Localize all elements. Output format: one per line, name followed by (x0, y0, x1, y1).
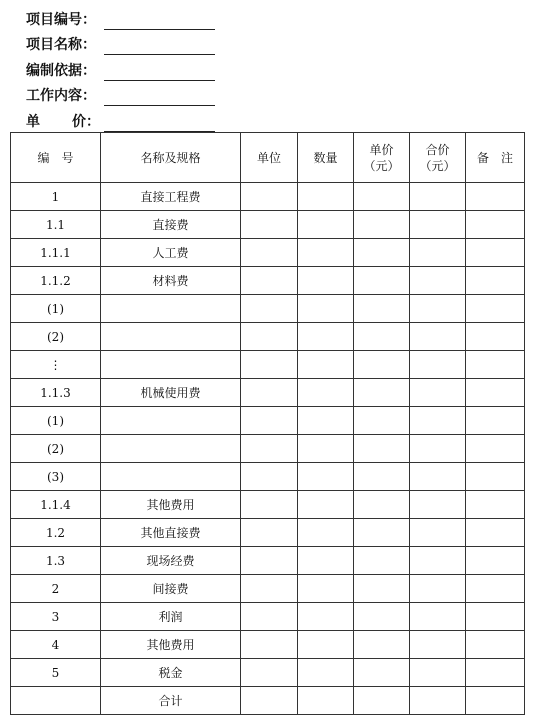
table-row (11, 379, 525, 407)
row-code: (3) (11, 463, 101, 491)
row-unit-cell[interactable] (241, 183, 298, 211)
table-row (11, 631, 525, 659)
project-number-label: 项目编号： (26, 11, 96, 28)
basis-field (26, 55, 246, 81)
row-name: 间接费 (101, 575, 241, 603)
row-total-price-cell[interactable] (410, 463, 466, 491)
row-name: 税金 (101, 659, 241, 687)
row-remark-cell[interactable] (466, 323, 525, 351)
row-unit-price-cell[interactable] (354, 379, 410, 407)
row-unit-cell[interactable] (241, 659, 298, 687)
row-unit-price-cell[interactable] (354, 519, 410, 547)
row-unit-price-cell[interactable] (354, 435, 410, 463)
row-name: 其他直接费 (101, 519, 241, 547)
header-unit-price (354, 133, 410, 183)
header-code: 编 号 (11, 133, 101, 183)
row-unit-cell[interactable] (241, 295, 298, 323)
row-total-price-cell[interactable] (410, 519, 466, 547)
row-total-price-cell[interactable] (410, 407, 466, 435)
row-remark-cell[interactable] (466, 239, 525, 267)
row-qty-cell[interactable] (298, 631, 354, 659)
row-qty-cell[interactable] (298, 603, 354, 631)
row-total-price-cell[interactable] (410, 295, 466, 323)
row-remark-cell[interactable] (466, 267, 525, 295)
row-unit-cell[interactable] (241, 211, 298, 239)
table-row (11, 295, 525, 323)
header-total-price (410, 133, 466, 183)
row-name: 直接费 (101, 211, 241, 239)
row-unit-price-cell[interactable] (354, 323, 410, 351)
row-name (101, 463, 241, 491)
row-qty-cell[interactable] (298, 295, 354, 323)
row-code: (1) (11, 295, 101, 323)
row-total-price-cell[interactable] (410, 267, 466, 295)
work-content-field (26, 81, 246, 107)
row-remark-cell[interactable] (466, 379, 525, 407)
row-remark-cell[interactable] (466, 463, 525, 491)
table-row (11, 547, 525, 575)
row-name: 其他费用 (101, 491, 241, 519)
project-name-field (26, 30, 246, 56)
project-name-blank[interactable] (104, 36, 215, 55)
row-unit-cell[interactable] (241, 687, 298, 715)
table-row (11, 183, 525, 211)
row-qty-cell[interactable] (298, 323, 354, 351)
row-unit-price-cell[interactable] (354, 351, 410, 379)
basis-blank[interactable] (104, 62, 215, 81)
row-unit-price-cell[interactable] (354, 603, 410, 631)
row-code: 1.1.4 (11, 491, 101, 519)
row-unit-cell[interactable] (241, 631, 298, 659)
row-remark-cell[interactable] (466, 519, 525, 547)
row-name (101, 295, 241, 323)
basis-label: 编制依据： (26, 62, 96, 79)
row-name: 材料费 (101, 267, 241, 295)
row-qty-cell[interactable] (298, 435, 354, 463)
row-qty-cell[interactable] (298, 407, 354, 435)
row-total-price-cell[interactable] (410, 631, 466, 659)
row-qty-cell[interactable] (298, 519, 354, 547)
row-unit-cell[interactable] (241, 575, 298, 603)
table-row (11, 239, 525, 267)
row-code: (2) (11, 435, 101, 463)
work-content-blank[interactable] (104, 87, 215, 106)
row-name: 利润 (101, 603, 241, 631)
row-name: 其他费用 (101, 631, 241, 659)
table-row (11, 659, 525, 687)
row-code: 1.2 (11, 519, 101, 547)
project-info-fields (26, 4, 246, 132)
row-code: 1 (11, 183, 101, 211)
row-code: 3 (11, 603, 101, 631)
row-unit-cell[interactable] (241, 463, 298, 491)
unit-price-label (26, 112, 100, 132)
table-row (11, 519, 525, 547)
table-row (11, 435, 525, 463)
row-unit-cell[interactable] (241, 267, 298, 295)
row-remark-cell[interactable] (466, 183, 525, 211)
row-total-price-cell[interactable] (410, 379, 466, 407)
work-content-label: 工作内容： (26, 88, 96, 104)
row-qty-cell[interactable] (298, 239, 354, 267)
row-unit-cell[interactable] (241, 603, 298, 631)
table-row (11, 463, 525, 491)
row-code: 1.1.3 (11, 379, 101, 407)
row-unit-price-cell[interactable] (354, 659, 410, 687)
row-name (101, 435, 241, 463)
row-remark-cell[interactable] (466, 351, 525, 379)
row-remark-cell[interactable] (466, 211, 525, 239)
row-unit-cell[interactable] (241, 379, 298, 407)
row-code: 4 (11, 631, 101, 659)
row-name: 合计 (101, 687, 241, 715)
header-total-price-unit: （元） (419, 158, 456, 173)
row-name: 直接工程费 (101, 183, 241, 211)
row-total-price-cell[interactable] (410, 687, 466, 715)
row-unit-price-cell[interactable] (354, 267, 410, 295)
row-total-price-cell[interactable] (410, 659, 466, 687)
row-unit-cell[interactable] (241, 435, 298, 463)
row-code: 1.1 (11, 211, 101, 239)
row-total-price-cell[interactable] (410, 239, 466, 267)
table-row (11, 323, 525, 351)
unit-price-label-part1: 单 (26, 113, 40, 130)
row-unit-cell[interactable] (241, 519, 298, 547)
row-unit-price-cell[interactable] (354, 631, 410, 659)
unit-price-label-part2: 价： (72, 113, 100, 130)
row-code: 5 (11, 659, 101, 687)
row-code: 1.1.1 (11, 239, 101, 267)
unit-price-field (26, 106, 246, 132)
table-row (11, 603, 525, 631)
row-unit-cell[interactable] (241, 323, 298, 351)
row-qty-cell[interactable] (298, 659, 354, 687)
row-unit-price-cell[interactable] (354, 687, 410, 715)
row-code: (1) (11, 407, 101, 435)
row-qty-cell[interactable] (298, 463, 354, 491)
header-remark: 备 注 (466, 133, 525, 183)
project-number-blank[interactable] (104, 11, 215, 30)
row-unit-price-cell[interactable] (354, 183, 410, 211)
table-row (11, 687, 525, 715)
project-number-field (26, 4, 246, 30)
row-qty-cell[interactable] (298, 687, 354, 715)
row-name: 现场经费 (101, 547, 241, 575)
row-qty-cell[interactable] (298, 211, 354, 239)
row-code: ⋮ (11, 351, 101, 379)
row-qty-cell[interactable] (298, 491, 354, 519)
row-unit-price-cell[interactable] (354, 547, 410, 575)
row-total-price-cell[interactable] (410, 183, 466, 211)
header-total-price-label: 合价 (425, 142, 450, 157)
row-total-price-cell[interactable] (410, 435, 466, 463)
header-unit-price-label: 单价 (369, 142, 394, 157)
row-remark-cell[interactable] (466, 687, 525, 715)
unit-price-blank[interactable] (104, 113, 215, 132)
row-remark-cell[interactable] (466, 491, 525, 519)
row-total-price-cell[interactable] (410, 575, 466, 603)
budget-table (10, 132, 525, 715)
row-remark-cell[interactable] (466, 435, 525, 463)
row-remark-cell[interactable] (466, 575, 525, 603)
row-code: 1.1.2 (11, 267, 101, 295)
row-total-price-cell[interactable] (410, 491, 466, 519)
row-name (101, 407, 241, 435)
table-row (11, 267, 525, 295)
table-row (11, 351, 525, 379)
row-name (101, 323, 241, 351)
header-qty: 数量 (298, 133, 354, 183)
row-remark-cell[interactable] (466, 631, 525, 659)
table-row (11, 211, 525, 239)
row-remark-cell[interactable] (466, 295, 525, 323)
row-qty-cell[interactable] (298, 267, 354, 295)
row-qty-cell[interactable] (298, 575, 354, 603)
row-unit-price-cell[interactable] (354, 211, 410, 239)
row-unit-cell[interactable] (241, 547, 298, 575)
row-total-price-cell[interactable] (410, 323, 466, 351)
row-total-price-cell[interactable] (410, 547, 466, 575)
row-name (101, 351, 241, 379)
row-total-price-cell[interactable] (410, 211, 466, 239)
row-unit-price-cell[interactable] (354, 491, 410, 519)
header-unit-price-unit: （元） (363, 158, 400, 173)
table-row (11, 491, 525, 519)
row-remark-cell[interactable] (466, 407, 525, 435)
header-unit: 单位 (241, 133, 298, 183)
row-qty-cell[interactable] (298, 351, 354, 379)
row-unit-price-cell[interactable] (354, 407, 410, 435)
table-row (11, 407, 525, 435)
row-code: 1.3 (11, 547, 101, 575)
row-total-price-cell[interactable] (410, 351, 466, 379)
table-body (11, 183, 525, 715)
row-qty-cell[interactable] (298, 547, 354, 575)
row-unit-cell[interactable] (241, 239, 298, 267)
project-name-label: 项目名称： (26, 37, 96, 53)
row-unit-price-cell[interactable] (354, 239, 410, 267)
row-unit-cell[interactable] (241, 351, 298, 379)
row-unit-price-cell[interactable] (354, 575, 410, 603)
table-row (11, 575, 525, 603)
row-code: (2) (11, 323, 101, 351)
row-unit-price-cell[interactable] (354, 463, 410, 491)
header-name: 名称及规格 (101, 133, 241, 183)
table-header-row (11, 133, 525, 183)
row-unit-price-cell[interactable] (354, 295, 410, 323)
row-unit-cell[interactable] (241, 491, 298, 519)
row-remark-cell[interactable] (466, 659, 525, 687)
row-qty-cell[interactable] (298, 379, 354, 407)
row-qty-cell[interactable] (298, 183, 354, 211)
row-remark-cell[interactable] (466, 547, 525, 575)
row-code: 2 (11, 575, 101, 603)
row-name: 机械使用费 (101, 379, 241, 407)
row-name: 人工费 (101, 239, 241, 267)
row-code (11, 687, 101, 715)
row-remark-cell[interactable] (466, 603, 525, 631)
row-total-price-cell[interactable] (410, 603, 466, 631)
row-unit-cell[interactable] (241, 407, 298, 435)
